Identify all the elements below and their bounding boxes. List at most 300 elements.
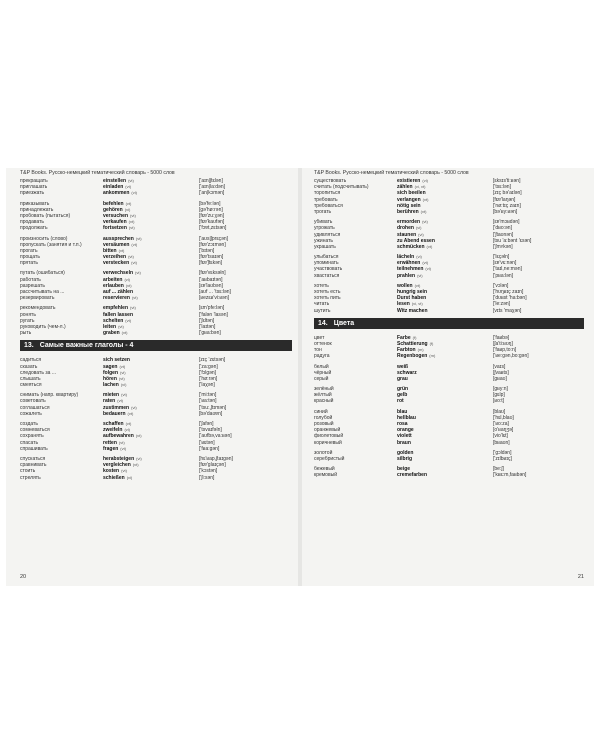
german-term: aufbewahren (103, 433, 134, 440)
transcription: ['kɔstən] (199, 468, 218, 475)
german-word (103, 225, 199, 231)
gender-marker: (vt) (121, 468, 127, 474)
russian-word: прощать (20, 254, 40, 261)
transcription: [o'ʁaŋʒə] (493, 427, 514, 434)
gender-marker: (vt) (125, 282, 132, 288)
section-number: 14. (318, 319, 328, 327)
entry-group (314, 450, 584, 462)
russian-word: торопиться (314, 190, 341, 197)
russian-word: синий (314, 408, 328, 415)
russian-word: резервировать (20, 295, 55, 302)
page-header: T&P Books. Русско-немецкий тематический словарь - 5000 слов (314, 170, 469, 176)
russian-word: серый (314, 375, 329, 382)
gender-marker: (m) (429, 353, 436, 359)
page-number: 20 (20, 574, 27, 580)
russian-word: кремовый (314, 472, 338, 479)
german-term: ankommen (103, 190, 130, 197)
gender-marker: (vt) (426, 243, 433, 249)
german-word (397, 472, 493, 478)
gender-marker: (vt) (128, 225, 135, 231)
gender-marker: (vt) (118, 439, 125, 445)
entry-group (314, 466, 584, 478)
russian-word: золотой (314, 449, 333, 456)
gender-marker: (vt) (131, 295, 138, 301)
russian-word: путать (ошибаться) (20, 270, 65, 277)
russian-word: коричневый (314, 439, 342, 446)
german-term: verkaufen (103, 219, 127, 226)
transcription: ['le:zən] (493, 301, 511, 308)
german-word (397, 244, 493, 250)
russian-word: убивать (314, 219, 333, 226)
german-term: berühren (397, 208, 419, 215)
german-term: bedauern (103, 410, 126, 417)
gender-marker: (f) (412, 334, 417, 340)
vocabulary-list-bottom (314, 335, 584, 479)
german-term: staunen (397, 231, 417, 238)
german-term: golden (397, 449, 414, 456)
transcription: ['lɛçəln] (493, 254, 510, 261)
transcription: ['ʃtaʊnən] (493, 231, 514, 238)
russian-word: требоваться (314, 202, 343, 209)
russian-word: существовать (314, 178, 347, 184)
german-term: teilnehmen (397, 266, 424, 273)
entry-group (20, 392, 292, 417)
german-word (103, 446, 199, 452)
russian-word: приезжать (20, 190, 45, 197)
german-term: fortsetzen (103, 225, 127, 232)
russian-word: произносить (слово) (20, 235, 68, 242)
gender-marker: (vt) (420, 208, 427, 214)
german-term: einladen (103, 184, 124, 191)
vocabulary-entry (314, 456, 584, 462)
entry-group (20, 270, 292, 301)
left-page (6, 168, 298, 586)
russian-word: прекращать (20, 178, 48, 184)
transcription: ['kʁɛ:m,faʁbən] (493, 472, 527, 479)
russian-word: рекомендовать (20, 305, 56, 312)
transcription: ['bɪtən] (199, 247, 215, 254)
russian-word: садиться (20, 357, 42, 364)
transcription: [fɛɐ'zɔɪmən] (199, 241, 226, 248)
transcription: [fɛɐ'glaɪçən] (199, 462, 226, 469)
transcription: ['gʁa:bən] (199, 330, 221, 337)
transcription: [gʁy:n] (493, 386, 508, 393)
german-word (103, 260, 199, 266)
russian-word: требовать (314, 196, 338, 203)
german-term: schwarz (397, 369, 417, 376)
gender-marker: (vt) (118, 323, 124, 329)
russian-word: зелёный (314, 386, 334, 393)
entry-group (314, 178, 584, 215)
german-word (397, 440, 493, 446)
transcription: [ʃvaʁts] (493, 369, 509, 376)
russian-word: участвовать (314, 266, 343, 273)
russian-word: жёлтый (314, 392, 332, 399)
transcription: ['laɪtən] (199, 323, 216, 330)
russian-word: удивляться (314, 231, 341, 238)
transcription: [ɛɐ'laʊbən] (199, 282, 223, 289)
german-term: leiten (103, 323, 117, 330)
gender-marker: (vt) (422, 219, 428, 225)
gender-marker: (vi) (120, 382, 127, 388)
german-term: blau (397, 408, 408, 415)
german-term: erwähnen (397, 260, 421, 267)
russian-word: рассчитывать на ... (20, 289, 65, 295)
german-term: gelb (397, 392, 408, 399)
german-word (397, 456, 493, 462)
gender-marker: (vi) (418, 231, 424, 237)
entry-group (20, 236, 292, 267)
russian-word: слышать (20, 375, 41, 382)
german-term: rosa (397, 421, 408, 427)
vocabulary-entry (20, 225, 292, 231)
russian-word: советовать (20, 398, 46, 405)
russian-word: разрешать (20, 282, 45, 289)
russian-word: спускаться (20, 455, 46, 462)
gender-marker: (vt) (414, 282, 421, 288)
transcription: ['taɪl,ne:mən] (493, 266, 522, 273)
german-word (397, 398, 493, 404)
vocabulary-entry (20, 295, 292, 301)
transcription: ['aɪn|la:dən] (199, 184, 225, 191)
transcription: ['fʁa:gən] (199, 445, 220, 452)
gender-marker: (vi) (131, 404, 137, 410)
transcription: ['aʁbaɪtən] (199, 276, 223, 283)
transcription: ['aʊs|ʃprɛçən] (199, 235, 229, 242)
gender-marker: (vi, vt) (414, 184, 426, 190)
transcription: [tsu 'a:bənt 'ɛsən] (493, 237, 532, 244)
gender-marker: (m) (417, 347, 424, 353)
transcription: ['hø:rən] (199, 375, 218, 382)
transcription: [aʊf ... 'tsɛ:lən] (199, 289, 231, 295)
russian-word: ужинать (314, 237, 334, 244)
vocabulary-entry (20, 446, 292, 452)
gender-marker: (vt) (422, 260, 429, 266)
german-term: schießen (103, 474, 125, 481)
gender-marker: (vt) (125, 200, 132, 206)
transcription: ['ʃafən] (199, 421, 214, 427)
gender-marker: (vi) (120, 369, 126, 375)
russian-word: тон (314, 347, 322, 354)
section-title: Самые важные глаголы - 4 (39, 342, 134, 350)
transcription: ['tsu:,ʃtɪmən] (199, 404, 227, 411)
gender-marker: (vt) (131, 241, 138, 247)
transcription: ['ʁɛtən] (199, 439, 215, 446)
vocabulary-entry (20, 330, 292, 336)
transcription: ['falən 'lasən] (199, 311, 228, 318)
vocabulary-entry (314, 244, 584, 250)
german-term: grün (397, 386, 409, 393)
vocabulary-entry (314, 308, 584, 314)
transcription: ['an|kɔmən] (199, 190, 225, 197)
russian-word: смеяться (20, 382, 42, 389)
gender-marker: (vt) (131, 260, 137, 266)
german-term: kosten (103, 468, 120, 475)
russian-word: рыть (20, 330, 32, 337)
russian-word: розовый (314, 421, 334, 427)
german-term: schelten (103, 317, 124, 324)
gender-marker: (vt) (135, 235, 142, 241)
gender-marker: (vt) (135, 433, 142, 439)
gender-marker: (vi) (425, 266, 431, 272)
transcription: [fɛɐ'kaʊfən] (199, 219, 225, 226)
gender-marker: (vt) (132, 462, 139, 468)
russian-word: считать (подсчитывать) (314, 184, 369, 191)
vocabulary-entry (314, 398, 584, 404)
russian-word: упоминать (314, 260, 339, 267)
german-term: wollen (397, 282, 413, 289)
german-term: sich beeilen (397, 190, 426, 197)
german-term: schaffen (103, 421, 124, 427)
transcription: [ʃa'ti:ʁʊŋ] (493, 340, 513, 347)
gender-marker: (vt) (118, 247, 125, 253)
transcription: ['ʃɛltən] (199, 317, 215, 324)
transcription: [ɛɐ'vɛ:nən] (493, 260, 517, 267)
german-term: zu Abend essen (397, 237, 435, 244)
vocabulary-entry (20, 382, 292, 388)
german-term: violett (397, 433, 412, 440)
russian-word: шутить (314, 307, 331, 314)
russian-word: стоить (20, 468, 36, 475)
transcription: ['pʁa:lən] (493, 272, 514, 279)
gender-marker: (vi) (124, 276, 131, 282)
vocabulary-entry (20, 190, 292, 196)
russian-word: чёрный (314, 369, 332, 376)
german-term: raten (103, 398, 116, 405)
vocabulary-entry (314, 353, 584, 359)
transcription: ['aɪn|ʃtɛlən] (199, 178, 223, 184)
vocabulary-list-top (314, 178, 584, 314)
gender-marker: (vt) (128, 254, 134, 260)
german-term: hungrig sein (397, 289, 427, 295)
german-term: einstellen (103, 178, 127, 184)
entry-group (20, 456, 292, 481)
transcription: [gɛlp] (493, 392, 505, 399)
entry-group (314, 386, 584, 405)
transcription: ['aʊfbə,va:ʁən] (199, 433, 232, 440)
gender-marker: (vi) (417, 272, 423, 278)
vocabulary-entry (314, 472, 584, 478)
german-term: gehören (103, 206, 123, 213)
russian-word: соглашаться (20, 404, 50, 411)
russian-word: читать (314, 301, 330, 308)
german-term: arbeiten (103, 276, 123, 283)
transcription: [ɛɐ'mɔʁdən] (493, 219, 520, 226)
russian-word: снимать (напр. квартиру) (20, 392, 79, 399)
transcription: [fɛɐ'tsaɪən] (199, 254, 224, 261)
german-term: retten (103, 439, 117, 446)
gender-marker: (vi) (126, 474, 133, 480)
russian-word: приказывать (20, 200, 50, 207)
german-word (103, 475, 199, 481)
gender-marker: (vt) (118, 375, 125, 381)
transcription: [fɛɐ'vɛksəln] (199, 270, 226, 277)
german-term: braun (397, 439, 411, 446)
transcription: ['dʊʁst 'ha:bən] (493, 295, 527, 302)
transcription: ['hʊŋʁɪç zaɪn] (493, 289, 524, 295)
german-term: Witz machen (397, 307, 428, 314)
russian-word: сравнивать (20, 462, 47, 469)
transcription: ['ʁa:tən] (199, 398, 217, 405)
german-term: verwechseln (103, 270, 134, 277)
section-number: 13. (24, 342, 34, 350)
german-term: ermorden (397, 219, 421, 226)
vocabulary-list-bottom (20, 357, 292, 480)
german-term: sich setzen (103, 357, 130, 364)
russian-word: серебристый (314, 455, 345, 462)
russian-word: руководить (чем-л.) (20, 323, 66, 330)
gender-marker: (vi) (136, 455, 142, 461)
german-term: Farbe (397, 334, 411, 341)
russian-word: прятать (20, 260, 38, 267)
section-heading (314, 318, 584, 329)
gender-marker: (vt) (422, 196, 429, 202)
german-term: verzeihen (103, 254, 127, 261)
german-term: weiß (397, 363, 409, 370)
transcription: [gʁaʊ] (493, 375, 507, 382)
russian-word: трогать (314, 208, 332, 215)
transcription: [zɪç bə'aɪlən] (493, 190, 522, 197)
transcription: [ʁo:t] (493, 398, 505, 405)
german-term: vergleichen (103, 462, 131, 469)
transcription: ['dʁo:ən] (493, 225, 512, 232)
german-term: lachen (103, 382, 119, 389)
german-term: drohen (397, 225, 414, 232)
transcription: ['ʁo:za] (493, 421, 509, 427)
entry-group (314, 364, 584, 383)
transcription: [bə'daʊɐn] (199, 410, 223, 417)
german-term: graben (103, 330, 120, 337)
transcription: ['mi:tən] (199, 392, 217, 399)
russian-word: работать (20, 276, 41, 283)
entry-group (314, 409, 584, 446)
russian-word: хвастаться (314, 272, 340, 279)
page-number: 21 (577, 574, 584, 580)
german-term: Durst haben (397, 295, 427, 302)
gender-marker: (vi) (415, 225, 422, 231)
german-term: Farbton (397, 347, 416, 354)
transcription: ['faʁbə] (493, 334, 510, 341)
gender-marker: (vi) (416, 254, 422, 260)
gender-marker: (vi) (124, 427, 131, 433)
vocabulary-entry (314, 209, 584, 215)
russian-word: сохранять (20, 433, 44, 440)
transcription: [fɛɐ'laŋən] (493, 196, 516, 203)
russian-word: хотеть (314, 282, 329, 289)
transcription: ['ʃmʏkən] (493, 243, 513, 250)
german-term: hören (103, 375, 117, 382)
transcription: [fɛɐ'zu:χən] (199, 212, 225, 219)
german-term: nötig sein (397, 202, 421, 209)
gender-marker: (vt) (130, 305, 136, 311)
transcription: ['gɔldən] (493, 449, 512, 456)
gender-marker: (vt) (125, 421, 132, 426)
page-header: T&P Books. Русско-немецкий тематический словарь - 5000 слов (20, 170, 175, 176)
russian-word: фиолетовый (314, 433, 344, 440)
german-term: prahlen (397, 272, 416, 279)
russian-word: сказать (20, 363, 38, 370)
vocabulary-entry (20, 260, 292, 266)
german-term: versäumen (103, 241, 130, 248)
transcription: [hɛ'ʁap,ʃtaɪgən] (199, 455, 233, 462)
vocabulary-entry (20, 411, 292, 417)
transcription: ['hɛl,blaʊ] (493, 414, 514, 421)
gender-marker: (vt) (119, 363, 126, 369)
russian-word: цвет (314, 334, 325, 341)
transcription: [ɛksɪs'ti:ʁən] (493, 178, 521, 184)
russian-word: радуга (314, 353, 330, 360)
russian-word: хотеть пить (314, 295, 341, 302)
russian-word: приглашать (20, 184, 48, 191)
russian-word: бежевый (314, 466, 335, 473)
russian-word: красный (314, 398, 334, 405)
entry-group (314, 254, 584, 279)
transcription: ['zɪlbʁɪç] (493, 455, 512, 462)
german-term: verlangen (397, 196, 421, 203)
russian-word: улыбаться (314, 254, 339, 261)
german-word (397, 353, 493, 359)
gender-marker: (vt) (121, 392, 127, 398)
russian-word: стрелять (20, 474, 41, 481)
russian-word: сожалеть (20, 410, 42, 417)
gender-marker: (vt) (130, 212, 136, 218)
transcription: [ɛm'pfe:lən] (199, 305, 225, 312)
german-term: hellblau (397, 414, 416, 421)
transcription: [bʁaʊn] (493, 439, 510, 446)
transcription: ['ʁe:gən,bo:gən] (493, 353, 529, 360)
entry-group (20, 305, 292, 336)
german-term: sagen (103, 363, 118, 370)
vocabulary-entry (314, 440, 584, 446)
german-term: existieren (397, 178, 421, 184)
transcription: [blaʊ] (493, 408, 506, 415)
russian-word: угрожать (314, 225, 335, 232)
vocabulary-entry (314, 273, 584, 279)
german-term: grau (397, 375, 408, 382)
russian-word: спрашивать (20, 445, 48, 452)
transcription: ['fɔlgən] (199, 369, 217, 376)
transcription: ['fɔɐt,zɛtsən] (199, 225, 227, 232)
russian-word: ругать (20, 317, 35, 324)
gender-marker: (vt) (135, 270, 141, 276)
transcription: ['za:gən] (199, 363, 218, 370)
gender-marker: (vt) (121, 330, 128, 336)
gender-marker: (vt) (125, 317, 132, 323)
russian-word: спасать (20, 439, 39, 446)
german-term: zählen (397, 184, 413, 191)
transcription: [zɪç 'zɛtsən] (199, 357, 226, 364)
german-term: folgen (103, 369, 118, 376)
german-term: empfehlen (103, 305, 129, 312)
transcription: [vaɪs] (493, 363, 506, 370)
german-term: befehlen (103, 200, 124, 207)
entry-group (20, 357, 292, 388)
gender-marker: (vi) (131, 190, 137, 196)
entry-group (20, 421, 292, 452)
transcription: ['vɔlən] (493, 282, 509, 289)
transcription: [vio'lɛt] (493, 433, 508, 440)
transcription: ['tsvaɪfəln] (199, 427, 222, 434)
german-word (103, 330, 199, 336)
german-term: fragen (103, 445, 119, 452)
russian-word: создать (20, 421, 38, 427)
gender-marker: (vt) (128, 219, 135, 225)
transcription: [bə'fe:lən] (199, 200, 221, 207)
entry-group (314, 283, 584, 314)
gender-marker: (vi) (124, 206, 131, 212)
russian-word: следовать за ... (20, 369, 56, 376)
german-term: reservieren (103, 295, 130, 302)
